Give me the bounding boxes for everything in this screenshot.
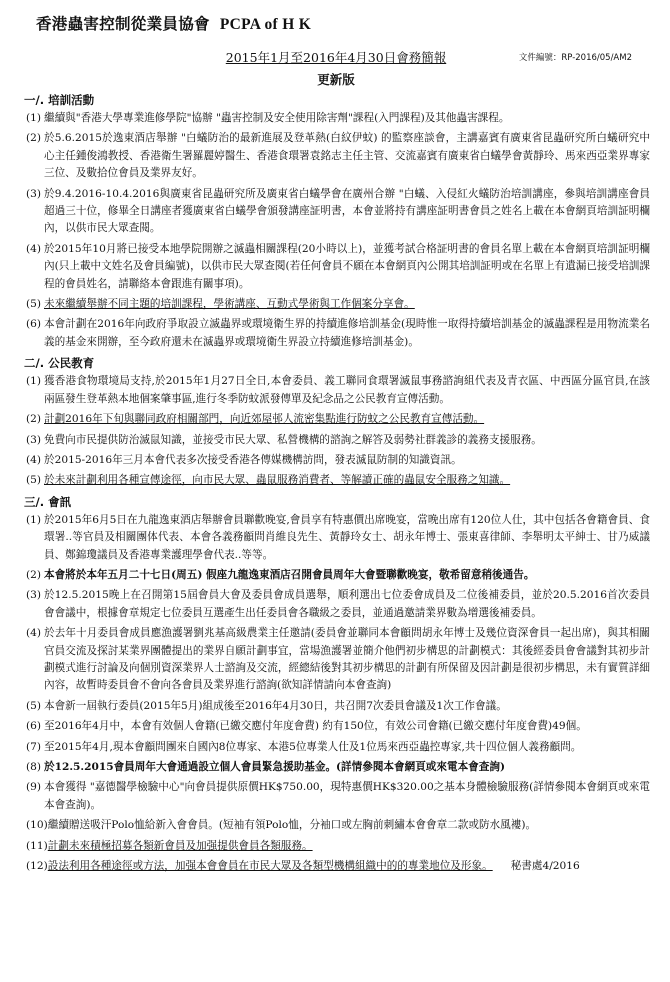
- list-item: [14, 241, 658, 293]
- item-number: (8): [26, 761, 42, 773]
- item-number: (3): [26, 589, 42, 602]
- list-item: [14, 739, 658, 756]
- item-text: 至2016年4月中，本會有效個人會籍(已繳交應付年度會費) 約有150位，有效公司會籍(已繳交應付年度會費)49個。: [44, 720, 587, 733]
- list-item: [14, 316, 658, 351]
- item-number: (7): [26, 740, 42, 753]
- item-text: 計劃未來積極招募各類新會員及加强提供會員各類服務。: [47, 839, 313, 852]
- list-item: [14, 512, 658, 564]
- meta-row: [14, 48, 658, 68]
- item-text: 繼續與"香港大學專業進修學院"協辦 "蟲害控制及安全使用除害劑"課程(入門課程)及其他蟲害課程。: [44, 112, 510, 124]
- item-number: (2): [26, 413, 42, 426]
- item-number: (5): [26, 298, 42, 311]
- list-item: [14, 625, 658, 695]
- list-item: [14, 452, 658, 469]
- item-text: 本會新一屆執行委員(2015年5月)組成後至2016年4月30日，共召開7次委員會議及1次工作會議。: [44, 699, 507, 712]
- section-heading: 三/. 會訊: [24, 494, 72, 509]
- org-name-zh: 香港蟲害控制從業員協會: [36, 15, 210, 33]
- doc-number: 文件編號：RP-2016/05/AM2: [518, 53, 632, 63]
- org-name-en: PCPA of H K: [219, 16, 312, 33]
- item-number: (6): [26, 720, 42, 733]
- list-item: [14, 759, 658, 776]
- item-text: 本會計劃在2016年向政府爭取設立滅蟲界或環境衛生界的持續進修培訓基金(現時惟一取得持續培訓基金的滅蟲課程是用物流業名義的基金來開辦，至今政府還未在滅蟲界或環境衛生界設立持續進修培訓基金)。: [44, 318, 650, 348]
- item-text: 本會將於本年五月二十七日(周五) 假座九龍逸東酒店召開會員周年大會暨聯歡晚宴，敬希留意稍後通告。: [44, 568, 535, 581]
- item-text: 於2015-2016年三月本會代表多次接受香港各傳媒機構訪問，發表滅鼠防制的知識資訊。: [44, 453, 462, 466]
- item-number: (4): [26, 627, 42, 640]
- list-item: [14, 718, 658, 735]
- item-text: 獲香港食物環境局支持,於2015年1月27日全日,本會委員、義工聯同食環署滅鼠事務諮詢組代表及青衣區、中西區分區官員,在該兩區發生登革熱本地個案肇事區,進行冬季防蚊派發傳單及紀念品之公民教育宣傳活動。: [44, 375, 650, 405]
- item-text: 於2015年10月將已接受本地學院開辦之滅蟲相關課程(20小時以上)，並獲考試合格証明書的會員名單上載在本會網頁培訓証明欄內(只上載中文姓名及會員編號)，以供市民大眾查閱(若任何會員不願在本會網頁內公開其培訓証明或在名單上有遺漏已接受培訓課程的會員姓名，請聯絡本會跟進有關事項)。: [44, 242, 650, 290]
- item-number: (5): [26, 699, 42, 712]
- item-number: (5): [26, 474, 42, 487]
- report-title: 2015年1月至2016年4月30日會務簡報: [225, 50, 447, 65]
- section-heading: 二/. 公民教育: [24, 356, 95, 371]
- item-number: (3): [26, 187, 42, 200]
- item-text: 繼續贈送吸汗Polo恤給新入會會員。(短袖有領Polo恤，分袖口或左胸前刺繡本會會章二款或防水風褸)。: [47, 819, 537, 832]
- list-item: [14, 373, 658, 408]
- list-item: [14, 296, 658, 313]
- list-item: [14, 432, 658, 449]
- list-item: [14, 130, 658, 182]
- item-text: 免費向市民提供防治滅鼠知識，並接受市民大眾、私營機構的諮詢之解答及弱勢社群義診的義務支援服務。: [44, 433, 542, 446]
- list-item: [14, 411, 658, 428]
- list-item: [14, 698, 658, 715]
- item-text: 設法利用各種途徑或方法，加强本會會員在市民大眾及各類型機構組織中的的專業地位及形象。 秘書處4/2016: [47, 860, 580, 873]
- list-item: [14, 567, 658, 584]
- item-text: 本會獲得 "嘉德醫學檢驗中心"向會員提供原價HK$750.00，現特惠價HK$320.00之基本身體檢驗服務(詳情參閱本會網頁或來電本會查詢)。: [44, 781, 650, 811]
- item-number: (12): [26, 860, 48, 873]
- item-text: 於去年十月委員會成員應漁護署劉兆基高級農業主任邀請(委員會並聯同本會顧問胡永年博士及幾位資深會員一起出席)，與其相關官員交流及探討某業界團體提出的業界自願計劃事宜，當場漁護署並簡介他們初步構思的計劃模式：其後經委員會會議對其初步計劃模式進行討論及向個別資深業界人士諮詢及交流，經總結後對其初步構思的計劃有所保留及因計劃是很初步構思，未有實質詳細內容，故暫時委員會不會向各會員及業界進行諮詢(欲知詳情請向本會查詢): [44, 627, 650, 692]
- item-number: (10): [26, 819, 48, 832]
- list-item: [14, 838, 658, 855]
- org-title: [36, 12, 658, 34]
- item-text: 於9.4.2016-10.4.2016與廣東省昆蟲研究所及廣東省白蟻學會在廣州合辦 "白蟻、入侵紅火蟻防治培訓講座，參與培訓講座會員超過三十位，修畢全日講座者獲廣東省白蟻學會頒發講座証明書，本會並將持有講座証明書會員之姓名上載在本會網頁培訓証明欄內，以供市民大眾查閱。: [44, 187, 650, 235]
- item-text: 於12.5.2015晚上在召開第15屆會員大會及委員會成員選舉，順利選出七位委會成員及二位後補委員，並於20.5.2016首次委員會會議中，根據會章規定七位委員互選產生出任委員會各職級之委員，並通過邀請業界數為增選後補委員。: [44, 589, 650, 619]
- item-number: (11): [26, 839, 48, 852]
- item-number: (9): [26, 781, 42, 794]
- item-number: (1): [26, 375, 42, 388]
- list-item: [14, 858, 658, 875]
- item-number: (4): [26, 242, 42, 255]
- list-item: [14, 110, 658, 127]
- item-text: 至2015年4月,現本會顧問團來自國內8位專家、本港5位專業人仕及1位馬來西亞蟲控專家,共十四位個人義務顧問。: [44, 740, 582, 753]
- item-text: 於12.5.2015會員周年大會通過設立個人會員緊急援助基金。(詳情參閱本會網頁或來電本會查詢): [44, 761, 505, 773]
- list-item: [14, 587, 658, 622]
- item-text: 於2015年6月5日在九龍逸東酒店舉辦會員聯歡晚宴,會員享有特惠價出席晚宴，當晚出席有120位人仕，其中包括各會籍會員、食環署..等官員及相關團体代表、本會各義務顧問肖維良先生、黃靜玲女士、胡永年博士、張東喜律師、李舉明太平紳士、甘乃威議員、鄭錦瓊議員及香港專業護理學會代表..等等。: [44, 513, 650, 561]
- list-item: [14, 817, 658, 834]
- signature-note: 秘書處4/2016: [510, 860, 580, 873]
- item-text: 未來繼續舉辦不同主題的培訓課程，學術講座、互動式學術與工作個案分享會。: [44, 298, 415, 311]
- item-number: (2): [26, 132, 42, 145]
- item-number: (3): [26, 433, 42, 446]
- item-text: 於未來計劃利用各種宣傳途徑，向市民大眾、蟲鼠服務消費者、等解讀正確的蟲鼠安全服務之知識。: [44, 474, 511, 487]
- item-text: 計劃2016年下旬與聯同政府相關部門，向近郊屋邨人流密集點進行防蚊之公民教育宣傳活動。: [44, 413, 485, 426]
- item-text: 於5.6.2015於逸東酒店舉辦 "白蟻防治的最新進展及登革熱(白紋伊蚊) 的監察座談會，主講嘉賓有廣東省昆蟲研究所白蟻研究中心主任鍾俊鴻教授、香港衛生署羅麗婷醫生、香港食環署袁銘志主任主管、交流嘉賓有廣東省白蟻學會黃靜玲、馬來西亞業界專家三位、及數拾位會員及業界友好。: [44, 132, 650, 180]
- section-heading: 一/. 培訓活動: [24, 93, 95, 107]
- item-number: (6): [26, 318, 42, 331]
- list-item: [14, 472, 658, 489]
- item-number: (4): [26, 453, 42, 466]
- list-item: [14, 186, 658, 238]
- edition-label: 更新版: [317, 72, 355, 87]
- sections-container: [14, 92, 658, 875]
- item-number: (1): [26, 112, 42, 124]
- list-item: [14, 779, 658, 814]
- item-number: (1): [26, 513, 42, 526]
- item-number: (2): [26, 568, 42, 581]
